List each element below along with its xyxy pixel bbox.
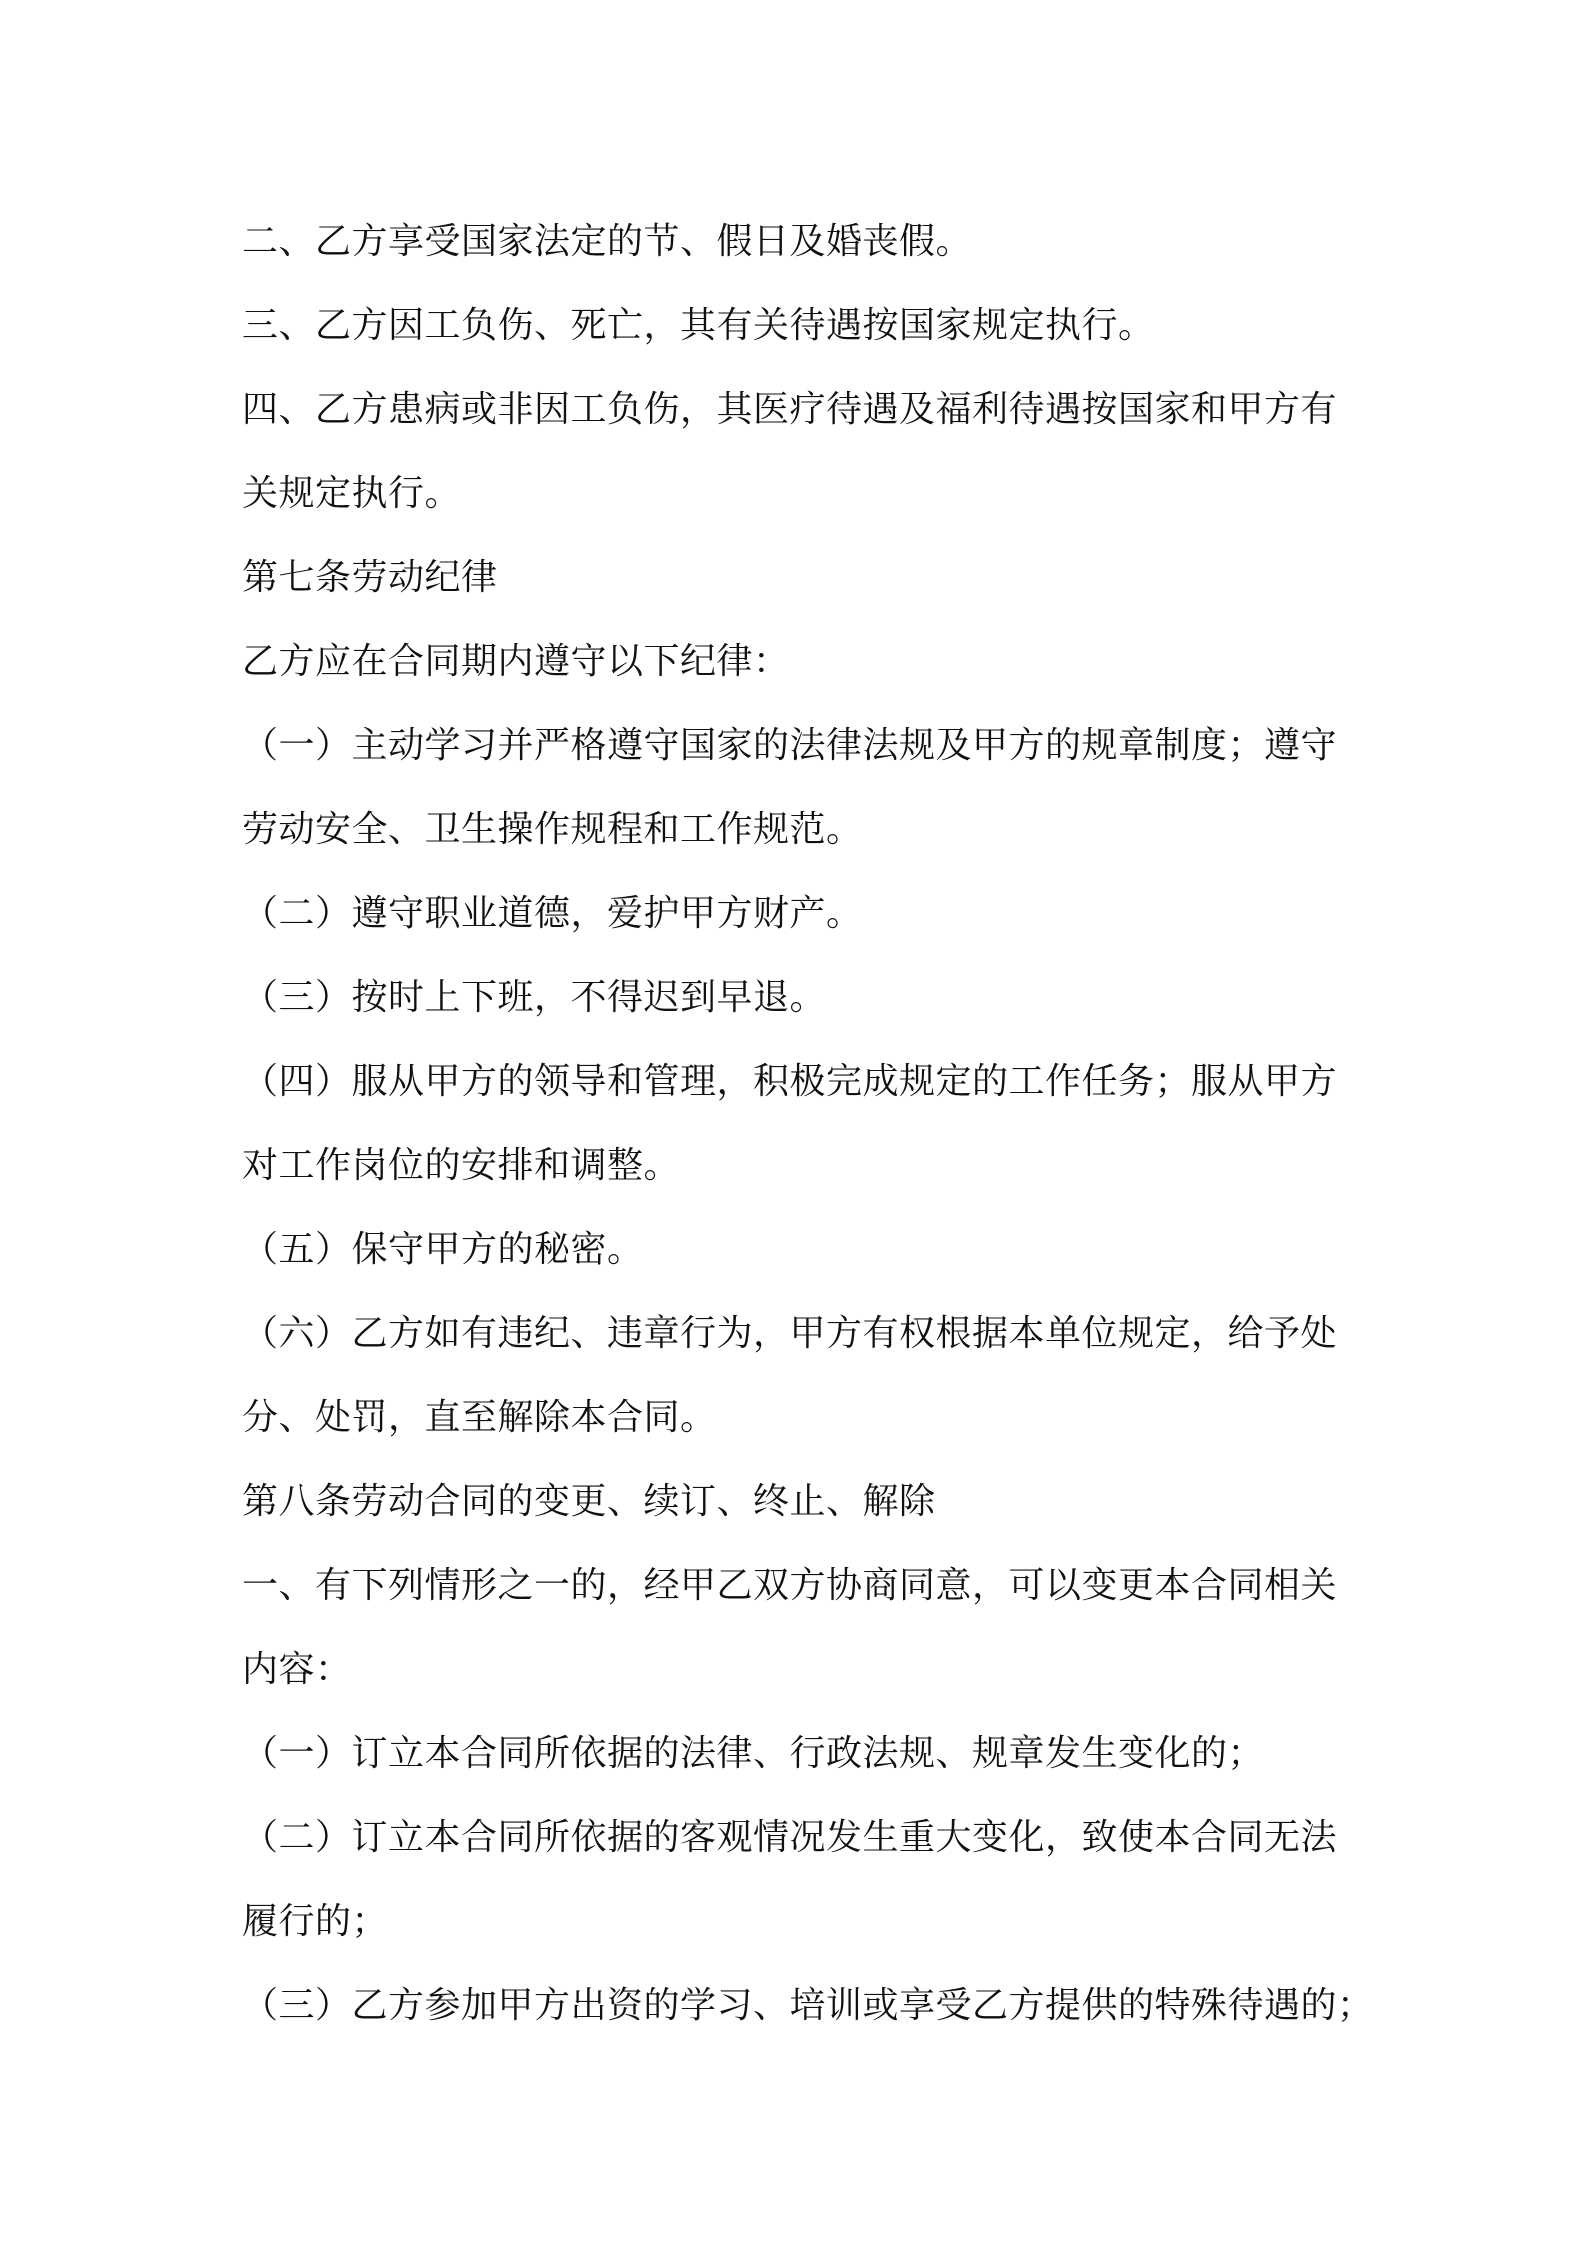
paragraph-line: 三、乙方因工负伤、死亡，其有关待遇按国家规定执行。: [242, 305, 1155, 346]
section-heading: 第七条劳动纪律: [242, 557, 498, 598]
list-item-line: 劳动安全、卫生操作规程和工作规范。: [242, 809, 863, 850]
list-item-line: （五）保守甲方的秘密。: [242, 1229, 644, 1270]
document-body: [242, 200, 1374, 2048]
section-heading: 第八条劳动合同的变更、续订、终止、解除: [242, 1481, 936, 1522]
paragraph-line: 一、有下列情形之一的，经甲乙双方协商同意，可以变更本合同相关: [242, 1565, 1338, 1606]
list-item-line: 履行的；: [242, 1901, 389, 1942]
paragraph-line: 内容：: [242, 1649, 352, 1690]
paragraph-line: 乙方应在合同期内遵守以下纪律：: [242, 641, 790, 682]
list-item-line: （一）订立本合同所依据的法律、行政法规、规章发生变化的；: [242, 1733, 1265, 1774]
list-item-line: （三）乙方参加甲方出资的学习、培训或享受乙方提供的特殊待遇的；: [242, 1985, 1374, 2026]
list-item-line: 分、处罚，直至解除本合同。: [242, 1397, 717, 1438]
list-item-line: （三）按时上下班，不得迟到早退。: [242, 977, 827, 1018]
list-item-line: 对工作岗位的安排和调整。: [242, 1145, 681, 1186]
paragraph-line: 关规定执行。: [242, 473, 462, 514]
list-item-line: （二）订立本合同所依据的客观情况发生重大变化，致使本合同无法: [242, 1817, 1338, 1858]
list-item-line: （四）服从甲方的领导和管理，积极完成规定的工作任务；服从甲方: [242, 1061, 1338, 1102]
list-item-line: （二）遵守职业道德，爱护甲方财产。: [242, 893, 863, 934]
paragraph-line: 四、乙方患病或非因工负伤，其医疗待遇及福利待遇按国家和甲方有: [242, 389, 1338, 430]
list-item-line: （一）主动学习并严格遵守国家的法律法规及甲方的规章制度；遵守: [242, 725, 1338, 766]
paragraph-line: 二、乙方享受国家法定的节、假日及婚丧假。: [242, 221, 973, 262]
list-item-line: （六）乙方如有违纪、违章行为，甲方有权根据本单位规定，给予处: [242, 1313, 1338, 1354]
